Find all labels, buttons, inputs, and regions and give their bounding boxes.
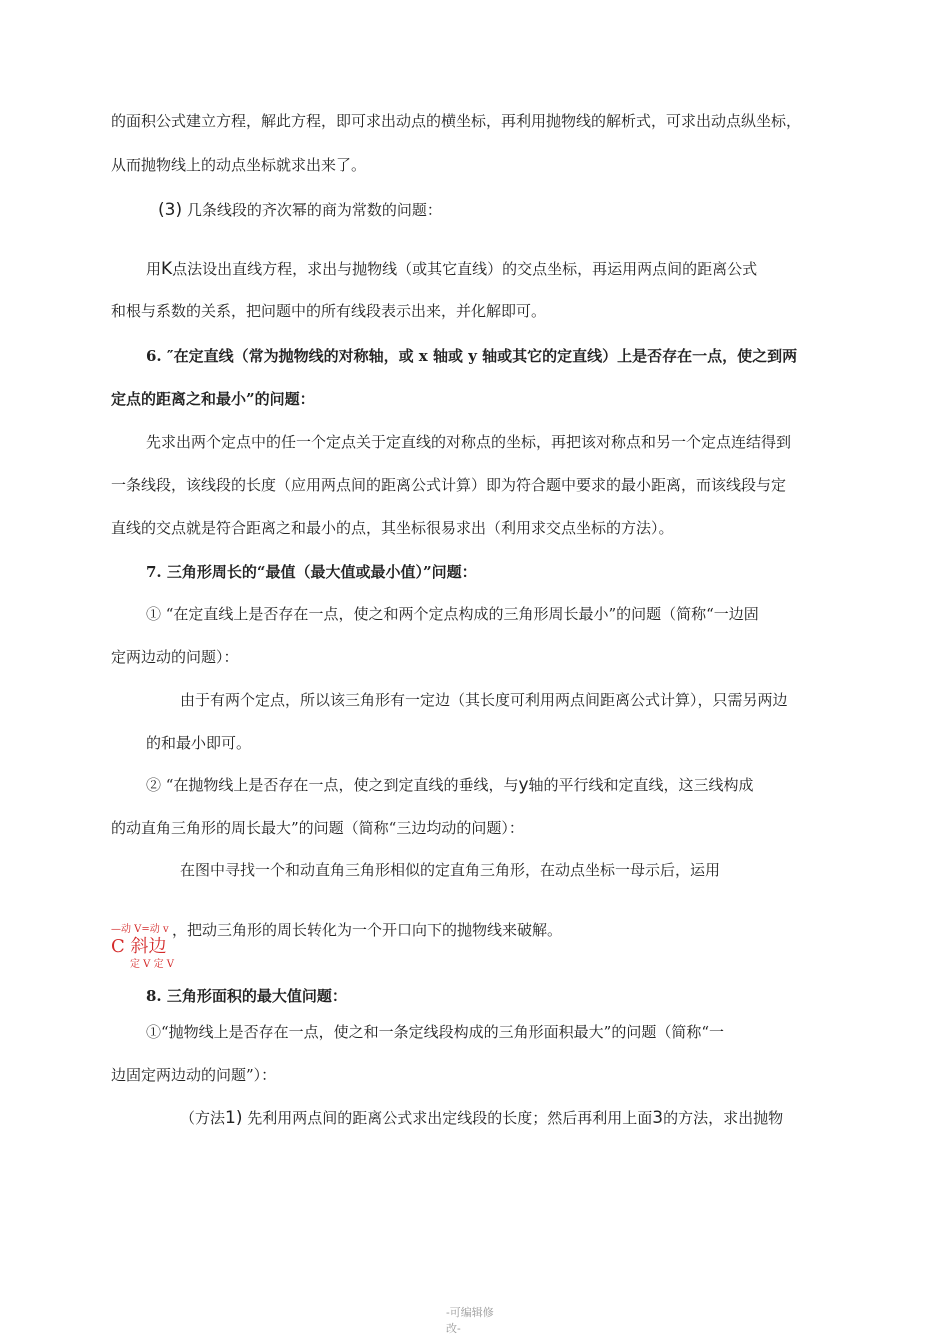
footer-editable-note: -可编辑修 xyxy=(446,1306,494,1319)
paragraph-line: 边固定两边动的问题”）： xyxy=(111,1066,277,1084)
section-heading-7: 7. 三角形周长的“最值（最大值或最小值）”问题： xyxy=(146,563,477,581)
paragraph-line: 由于有两个定点，所以该三角形有一定边（其长度可利用两点间距离公式计算），只需另两边 xyxy=(180,691,788,709)
paragraph-line: ② “在抛物线上是否存在一点，使之到定直线的垂线，与y轴的平行线和定直线，这三线构成 xyxy=(146,775,754,795)
method-ref-number: 3 xyxy=(652,1108,664,1128)
paragraph-line: ，把动三角形的周长转化为一个开口向下的抛物线来破解。 xyxy=(172,921,563,939)
paragraph-line: 定两边动的问题）： xyxy=(111,648,239,666)
formula-denominator: 定 V 定 V xyxy=(130,959,174,970)
paragraph-line: ①“抛物线上是否存在一点，使之和一条定线段构成的三角形面积最大”的问题（简称“一 xyxy=(146,1023,725,1041)
section-heading-6-cont: 定点的距离之和最小”的问题： xyxy=(111,390,315,408)
formula-numerator: —动 V=动 v xyxy=(111,924,169,935)
paragraph-line: 先求出两个定点中的任一个定点关于定直线的对称点的坐标，再把该对称点和另一个定点连结得到 xyxy=(146,433,792,451)
paragraph-line: 在图中寻找一个和动直角三角形相似的定直角三角形，在动点坐标一母示后，运用 xyxy=(180,861,721,879)
variable-y: y xyxy=(518,775,529,795)
paragraph-line: 直线的交点就是符合距离之和最小的点，其坐标很易求出（利用求交点坐标的方法）。 xyxy=(111,519,674,537)
paragraph-line: 的动直角三角形的周长最大”的问题（简称“三边均动的问题）： xyxy=(111,819,524,837)
subsection-heading-3 xyxy=(158,200,442,220)
paragraph-line: 的面积公式建立方程，解此方程，即可求出动点的横坐标，再利用抛物线的解析式，可求出动点纵坐标， xyxy=(111,112,802,130)
subsection-number: (3) xyxy=(158,200,183,220)
paragraph-line: 的和最小即可。 xyxy=(146,734,252,752)
variable-k: K xyxy=(161,259,173,279)
paragraph-line: 从而抛物线上的动点坐标就求出来了。 xyxy=(111,156,367,174)
section-heading-8: 8. 三角形面积的最大值问题： xyxy=(146,987,347,1005)
method-number: 1) xyxy=(225,1108,243,1128)
paragraph-line: 用K点法设出直线方程，求出与抛物线（或其它直线）的交点坐标，再运用两点间的距离公式 xyxy=(146,259,758,279)
paragraph-line: 一条线段，该线段的长度（应用两点间的距离公式计算）即为符合题中要求的最小距离，而该线段与定 xyxy=(111,476,787,494)
paragraph-line: 和根与系数的关系，把问题中的所有线段表示出来，并化解即可。 xyxy=(111,302,547,320)
formula-c-hypotenuse: C 斜边 xyxy=(111,936,167,957)
paragraph-line: ① “在定直线上是否存在一点，使之和两个定点构成的三角形周长最小”的问题（简称“一边固 xyxy=(146,605,759,623)
footer-editable-note-cont: 改- xyxy=(446,1322,461,1335)
subsection-title: 几条线段的齐次幂的商为常数的问题： xyxy=(186,201,442,219)
section-heading-6: 6. ″在定直线（常为抛物线的对称轴，或 x 轴或 y 轴或其它的定直线）上是否存在一点，使之到两 xyxy=(146,347,798,365)
paragraph-line: （方法1) 先利用两点间的距离公式求出定线段的长度；然后再利用上面3的方法，求出抛物 xyxy=(180,1108,784,1128)
